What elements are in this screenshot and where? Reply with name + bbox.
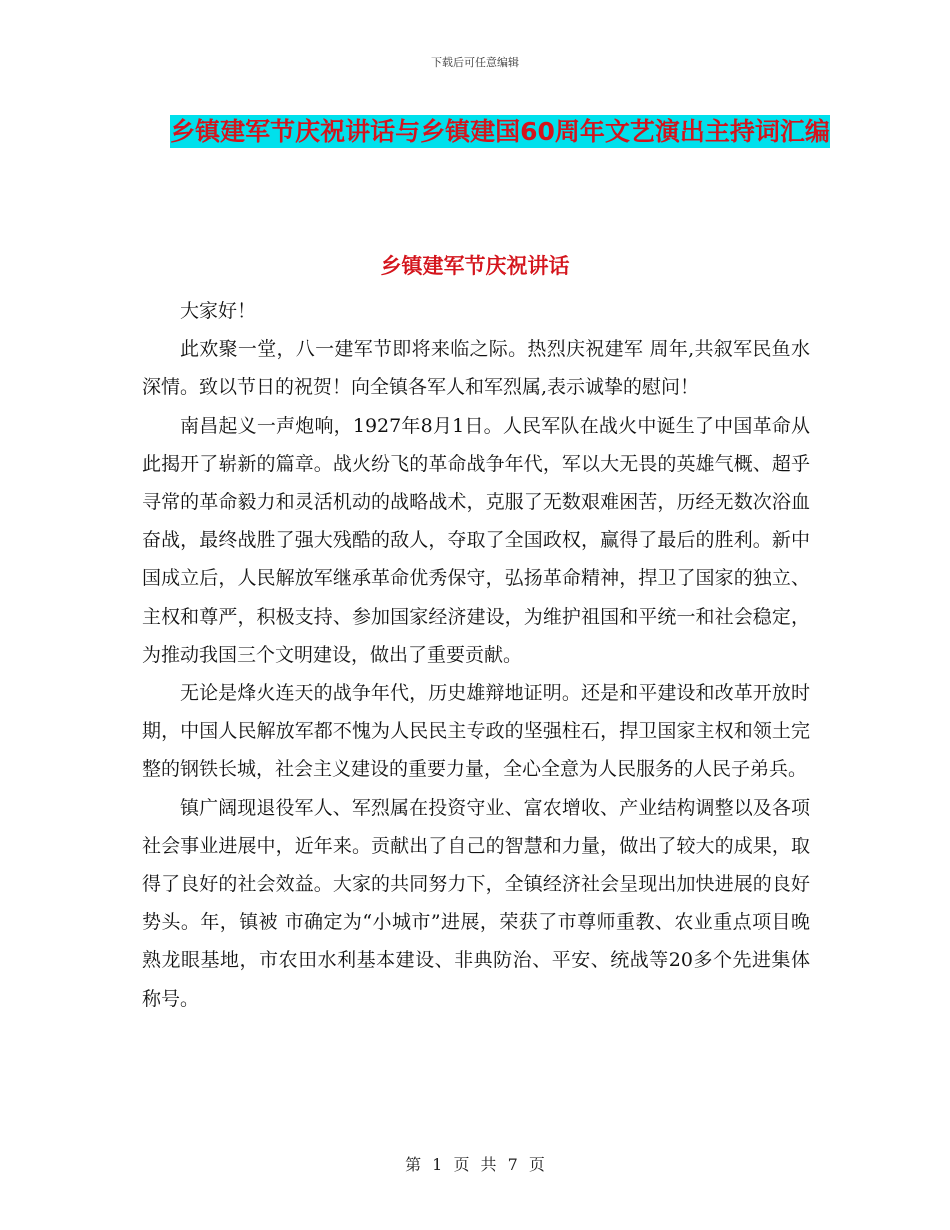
header-note: 下载后可任意编辑 xyxy=(431,56,519,69)
paragraph: 镇广阔现退役军人、军烈属在投资守业、富农增收、产业结构调整以及各项社会事业进展中，近年来。贡献出了自己的智慧和力量，做出了较大的成果，取得了良好的社会效益。大家的共同努力下，全镇经济社会呈现出加快进展的良好势头。年，镇被 市确定为“小城市”进展，荣获了市尊师重教、农业重点项目晚熟龙眼基地，市农田水利基本建设、非典防治、平安、统战等20多个先进集体称号。 xyxy=(142,796,810,1010)
body-text xyxy=(142,292,810,1018)
paragraph: 无论是烽火连天的战争年代，历史雄辩地证明。还是和平建设和改革开放时期，中国人民解放军都不愧为人民民主专政的坚强柱石，捍卫国家主权和领土完整的钢铁长城，社会主义建设的重要力量，全心全意为人民服务的人民子弟兵。 xyxy=(142,682,810,781)
paragraph: 此欢聚一堂，八一建军节即将来临之际。热烈庆祝建军 周年,共叙军民鱼水深情。致以节日的祝贺！向全镇各军人和军烈属,表示诚挚的慰问！ xyxy=(142,338,810,399)
paragraph: 大家好！ xyxy=(180,300,257,322)
document-title-text: 乡镇建军节庆祝讲话与乡镇建国60周年文艺演出主持词汇编 xyxy=(170,117,830,146)
paragraph: 南昌起义一声炮响，1927年8月1日。人民军队在战火中诞生了中国革命从此揭开了崭新的篇章。战火纷飞的革命战争年代，军以大无畏的英雄气概、超乎寻常的革命毅力和灵活机动的战略战术，克服了无数艰难困苦，历经无数次浴血奋战，最终战胜了强大残酷的敌人，夺取了全国政权，赢得了最后的胜利。新中国成立后，人民解放军继承革命优秀保守，弘扬革命精神，捍卫了国家的独立、主权和尊严，积极支持、参加国家经济建设，为维护祖国和平统一和社会稳定，为推动我国三个文明建设，做出了重要贡献。 xyxy=(142,414,810,666)
page-footer: 第 1 页 共 7 页 xyxy=(405,1155,545,1174)
section-title: 乡镇建军节庆祝讲话 xyxy=(380,254,570,278)
document-title xyxy=(140,108,860,156)
